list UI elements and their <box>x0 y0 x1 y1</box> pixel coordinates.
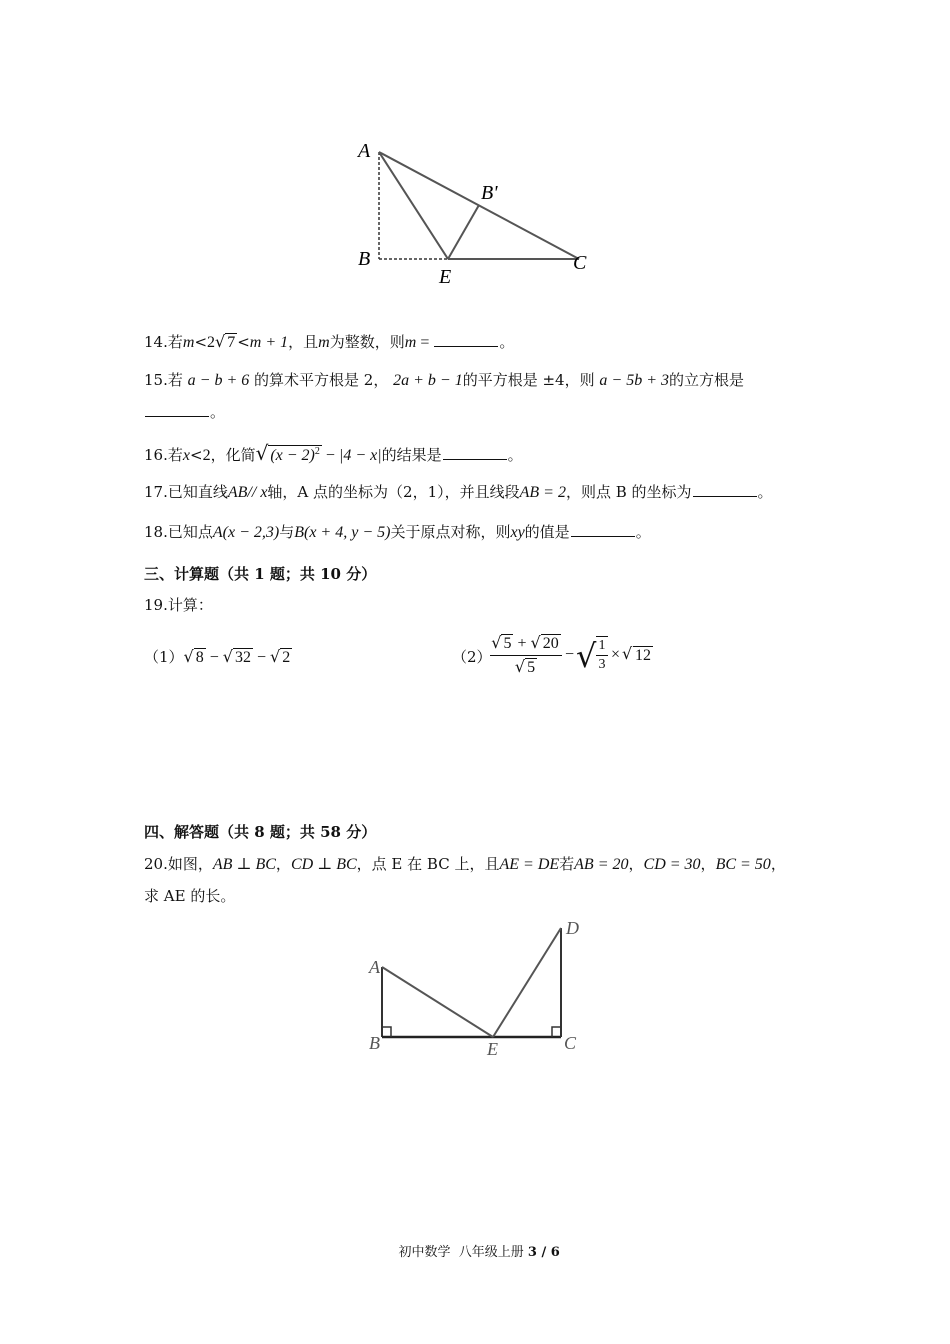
q18-text-3: 关于原点对称，则 <box>390 523 511 541</box>
q14-text-3: 为整数，则 <box>329 333 405 351</box>
q14-sqrt-icon: √ <box>215 332 226 351</box>
label-C: C <box>564 1033 577 1053</box>
q14-coefficient: 2 <box>207 334 216 351</box>
q16-text-1: 若 <box>167 446 183 464</box>
label-C: C <box>573 252 587 274</box>
figure-2-diagram <box>360 915 590 1060</box>
label-B: B <box>358 248 371 270</box>
segment-AE <box>382 967 493 1037</box>
q16-number: 16. <box>144 446 168 464</box>
q14-equals: = <box>416 334 434 351</box>
q20-expr-4: AB = 20 <box>574 856 629 873</box>
q17-answer-blank[interactable] <box>693 482 757 497</box>
q17-text-3: ，则点 B 的坐标为 <box>565 483 692 501</box>
q16-text-3: 的结果是 <box>381 446 442 464</box>
q15-text-2: 的算术平方根是 2， <box>254 371 389 389</box>
q14-var-m-1: m <box>182 334 195 351</box>
q14-text-2: ，且 <box>288 333 319 351</box>
q19-radicand-12: 12 <box>635 647 651 664</box>
q15-expr-2: 2a + b − 1 <box>393 372 463 389</box>
q14-text-1: 若 <box>167 333 183 351</box>
question-15 <box>144 369 744 392</box>
q15-number: 15. <box>144 371 168 389</box>
segment-EB-prime <box>448 205 479 259</box>
label-B: B <box>369 1033 380 1053</box>
segment-AE <box>379 152 448 259</box>
q15-end: 。 <box>210 403 226 421</box>
q16-radicand: (x − 2) <box>270 447 315 464</box>
q14-var-m-3: m <box>404 334 417 351</box>
q19-part1-label: （1） <box>144 648 184 666</box>
section-4-heading: 四、解答题（共 8 题；共 58 分） <box>144 823 377 841</box>
q19-plus: + <box>513 635 531 652</box>
q15-text-4: 的立方根是 <box>668 371 744 389</box>
q15-expr-1: a − b + 6 <box>187 372 250 389</box>
question-19-part-2 <box>452 632 672 682</box>
right-angle-mark-B <box>382 1027 391 1037</box>
q16-sqrt-icon: √ <box>255 441 269 465</box>
q20-expr-6: BC = 50 <box>715 856 771 873</box>
q19-frac-numerator: 1 <box>598 638 606 653</box>
question-19-part-1 <box>144 646 292 669</box>
q18-number: 18. <box>144 523 168 541</box>
q20-text-3: 若 <box>559 855 575 873</box>
q17-expr-1: AB// x <box>227 484 268 501</box>
q15-answer-blank[interactable] <box>145 402 209 417</box>
q20-comma-2: ， <box>628 855 644 873</box>
label-A: A <box>358 140 371 162</box>
figure-1-triangle <box>350 135 610 290</box>
footer-separator: / <box>536 1245 551 1260</box>
q18-answer-blank[interactable] <box>571 522 635 537</box>
q19-frac-denominator: 3 <box>596 655 608 674</box>
q19-sqrt-icon-3: √ <box>270 647 281 666</box>
q18-point-B: B(x + 4, y − 5) <box>294 524 391 541</box>
q17-number: 17. <box>144 483 168 501</box>
q20-expr-5: CD = 30 <box>643 856 701 873</box>
q17-end: 。 <box>757 483 773 501</box>
q16-exponent: 2 <box>314 446 320 457</box>
question-20 <box>144 853 786 876</box>
q19-sqrt-icon-6: √ <box>514 657 526 676</box>
q14-less-than-2: < <box>237 333 250 351</box>
q16-less-than: < <box>189 446 203 464</box>
segment-ED <box>493 928 561 1037</box>
q16-two: 2 <box>202 447 211 464</box>
q18-expr-xy: xy <box>510 524 525 541</box>
label-A: A <box>369 957 380 977</box>
footer-page-total: 6 <box>550 1245 560 1260</box>
q18-text-1: 已知点 <box>167 523 213 541</box>
q16-text-2: ，化简 <box>210 446 256 464</box>
q14-answer-blank[interactable] <box>434 332 498 347</box>
q19-part2-label: （2） <box>452 648 492 666</box>
q14-end: 。 <box>499 333 515 351</box>
q20-text-2: ，点 E 在 BC 上，且 <box>356 855 500 873</box>
q16-answer-blank[interactable] <box>443 445 507 460</box>
q19-fraction-2 <box>596 636 608 674</box>
q16-minus: − <box>321 447 339 464</box>
q19-sqrt-icon-2: √ <box>222 647 233 666</box>
q19-num-radicand-20: 20 <box>542 635 559 652</box>
q19-fraction-1 <box>490 632 562 679</box>
q19-sqrt-icon-7: √ <box>576 637 597 675</box>
q19-minus-2: − <box>252 649 271 666</box>
q14-expr: m + 1 <box>249 334 289 351</box>
q14-radicand: 7 <box>227 334 236 351</box>
q20-expr-3: AE = DE <box>499 856 560 873</box>
label-B-prime: B' <box>481 182 498 204</box>
q19-minus-1: − <box>205 649 223 666</box>
label-E: E <box>487 1039 498 1059</box>
q19-sqrt-icon-4: √ <box>491 633 502 652</box>
q19-den-radicand-5: 5 <box>527 659 536 676</box>
q15-text-1: 若 <box>167 371 183 389</box>
footer-text: 初中数学 八年级上册 <box>398 1245 524 1260</box>
q19-radicand-2: 2 <box>282 649 291 666</box>
q18-point-A: A(x − 2,3) <box>212 524 280 541</box>
q16-var-x: x <box>182 447 190 464</box>
q20-text-1: 如图， <box>167 855 213 873</box>
q16-abs-expr: |4 − x| <box>338 447 382 464</box>
question-20-line-2: 求 AE 的长。 <box>144 887 236 905</box>
page-footer <box>0 1226 950 1260</box>
section-3-heading: 三、计算题（共 1 题；共 10 分） <box>144 565 377 583</box>
q15-expr-3: a − 5b + 3 <box>599 372 669 389</box>
q15-text-3: 的平方根是 ±4，则 <box>462 371 595 389</box>
q20-expr-2: CD ⊥ BC <box>290 856 357 873</box>
question-14 <box>144 331 514 354</box>
label-D: D <box>566 918 579 938</box>
q19-radicand-8: 8 <box>195 649 204 666</box>
q19-times: × <box>611 646 621 663</box>
q17-text-2: 轴，A 点的坐标为（2，1），并且线段 <box>267 483 520 501</box>
q19-sqrt-icon-5: √ <box>530 633 541 652</box>
q20-comma-4: ， <box>770 855 786 873</box>
question-15-line-2 <box>144 401 225 423</box>
right-angle-mark-C <box>552 1027 561 1037</box>
q14-var-m-2: m <box>318 334 330 351</box>
label-E: E <box>439 266 452 288</box>
question-18 <box>144 521 651 544</box>
q18-text-4: 的值是 <box>524 523 570 541</box>
q20-comma-1: ， <box>275 855 291 873</box>
q17-text-1: 已知直线 <box>167 483 228 501</box>
q20-comma-3: ， <box>700 855 716 873</box>
q20-expr-1: AB ⊥ BC <box>212 856 276 873</box>
question-17 <box>144 481 773 504</box>
q19-sqrt-icon-1: √ <box>183 647 194 666</box>
q18-end: 。 <box>635 523 651 541</box>
q14-less-than-1: < <box>194 333 208 351</box>
q19-num-radicand-5: 5 <box>503 635 512 652</box>
q19-radicand-32: 32 <box>234 649 251 666</box>
q18-text-2: 与 <box>279 523 295 541</box>
question-19-title: 19.计算： <box>144 596 213 614</box>
q19-part2-minus: − <box>565 646 575 663</box>
q16-end: 。 <box>507 446 523 464</box>
q14-number: 14. <box>144 333 168 351</box>
footer-page-number: 3 <box>527 1245 537 1260</box>
q17-expr-2: AB = 2 <box>519 484 566 501</box>
q20-number: 20. <box>144 855 168 873</box>
q19-sqrt-icon-8: √ <box>622 644 633 663</box>
question-16 <box>144 441 523 467</box>
